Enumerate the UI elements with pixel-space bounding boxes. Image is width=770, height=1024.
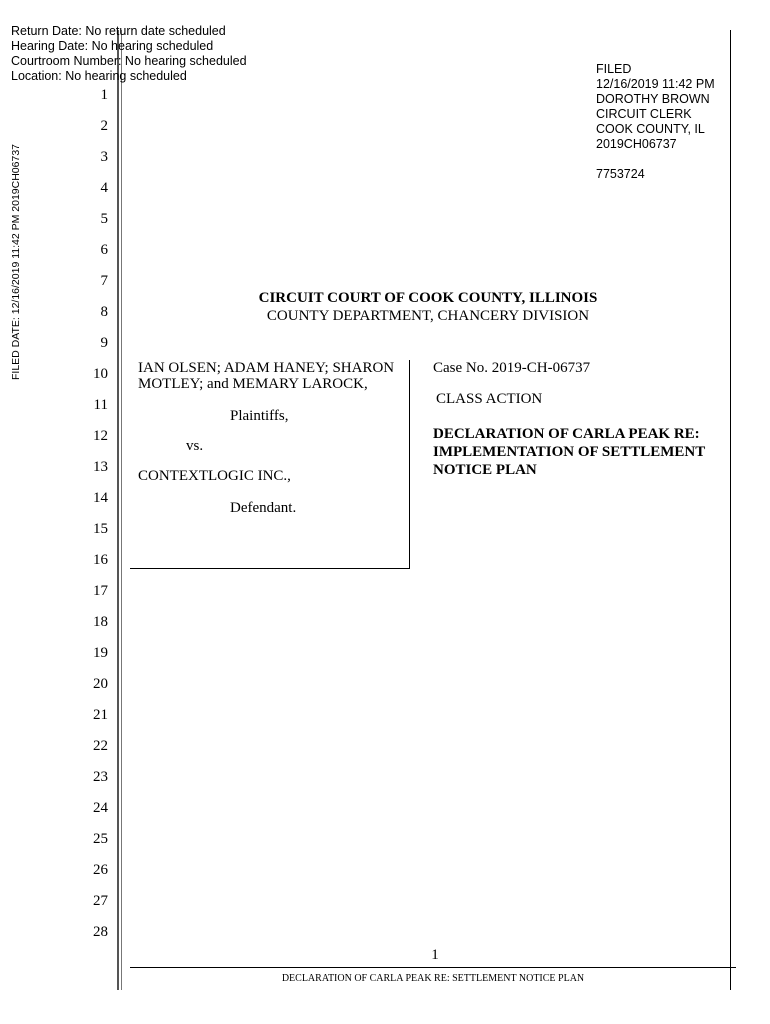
hearing-info [11, 24, 247, 84]
line-number: 19 [93, 645, 108, 661]
class-action-label: CLASS ACTION [436, 391, 543, 407]
line-number: 24 [93, 800, 108, 816]
filed-document-id: 7753724 [596, 167, 645, 181]
county: COOK COUNTY, IL [596, 122, 705, 136]
line-number: 25 [93, 831, 108, 847]
line-number: 26 [93, 862, 108, 878]
defendant-name: CONTEXTLOGIC INC., [138, 468, 291, 484]
line-number: 27 [93, 893, 108, 909]
court-division: COUNTY DEPARTMENT, CHANCERY DIVISION [266, 308, 590, 324]
caption-divider-horizontal [130, 568, 410, 569]
courtroom-number: Courtroom Number: No hearing scheduled [11, 54, 247, 68]
defendant-label: Defendant. [230, 500, 297, 516]
line-number: 9 [100, 335, 108, 351]
line-number: 14 [93, 490, 108, 506]
line-number: 12 [93, 428, 108, 444]
filed-datetime: 12/16/2019 11:42 PM [596, 77, 715, 91]
line-number: 3 [100, 149, 108, 165]
filed-case-number: 2019CH06737 [596, 137, 677, 151]
return-date: Return Date: No return date scheduled [11, 24, 226, 38]
line-number: 15 [93, 521, 108, 537]
line-number: 4 [100, 180, 108, 196]
clerk-title: CIRCUIT CLERK [596, 107, 692, 121]
left-margin-rule [117, 30, 119, 990]
footer-title: DECLARATION OF CARLA PEAK RE: SETTLEMENT NOTICE PLAN [281, 973, 585, 984]
line-number: 16 [93, 552, 108, 568]
plaintiff-names: IAN OLSEN; ADAM HANEY; SHARON MOTLEY; and MEMARY LAROCK, [138, 360, 395, 392]
page-number: 1 [431, 947, 439, 963]
clerk-name: DOROTHY BROWN [596, 92, 710, 106]
filed-label: FILED [596, 62, 632, 76]
left-margin-rule-inner [121, 30, 122, 990]
filed-stamp [596, 62, 715, 182]
line-number: 11 [93, 397, 108, 413]
location: Location: No hearing scheduled [11, 69, 187, 83]
side-filed-stamp: FILED DATE: 12/16/2019 11:42 PM 2019CH06737 [10, 143, 22, 380]
line-number: 18 [93, 614, 108, 630]
line-number: 8 [100, 304, 108, 320]
footer-rule [130, 967, 736, 968]
line-number: 20 [93, 676, 108, 692]
line-number: 23 [93, 769, 108, 785]
line-number: 17 [93, 583, 108, 599]
line-number: 7 [100, 273, 108, 289]
line-number: 5 [100, 211, 108, 227]
versus-label: vs. [186, 438, 204, 454]
plaintiffs-label: Plaintiffs, [230, 408, 289, 424]
right-margin-rule [730, 30, 731, 990]
line-number: 22 [93, 738, 108, 754]
line-number: 21 [93, 707, 108, 723]
line-number: 1 [100, 87, 108, 103]
case-number: Case No. 2019-CH-06737 [433, 360, 591, 376]
line-number: 2 [100, 118, 108, 134]
line-number: 13 [93, 459, 108, 475]
hearing-date: Hearing Date: No hearing scheduled [11, 39, 214, 53]
document-title: DECLARATION OF CARLA PEAK RE: IMPLEMENTATION OF SETTLEMENT NOTICE PLAN [433, 426, 705, 478]
court-title: CIRCUIT COURT OF COOK COUNTY, ILLINOIS [258, 290, 598, 306]
line-number: 6 [100, 242, 108, 258]
line-number: 10 [93, 366, 108, 382]
line-number: 28 [93, 924, 108, 940]
caption-divider-vertical [409, 360, 410, 568]
